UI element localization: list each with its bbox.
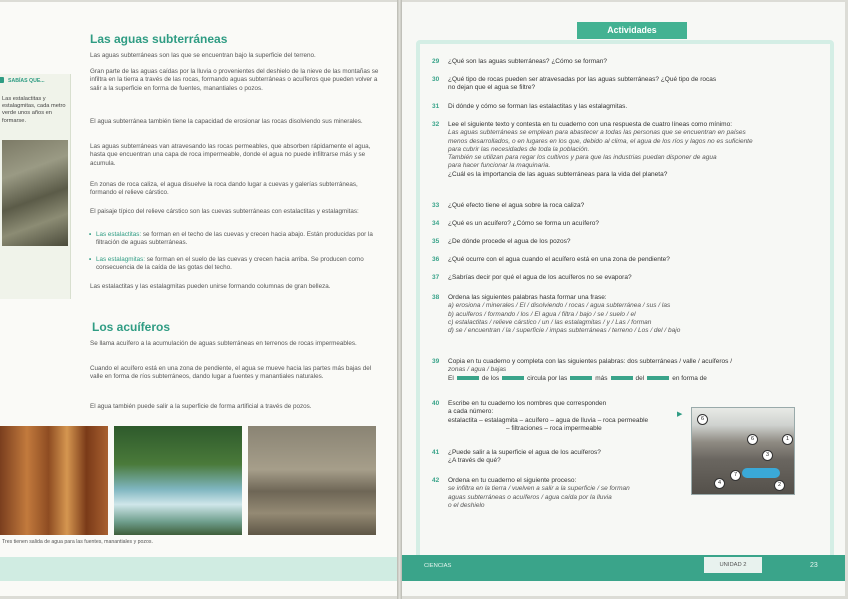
question-number: 34 <box>432 220 440 227</box>
question-number: 29 <box>432 58 440 65</box>
question-text: Ordena las siguientes palabras hasta formar una frase: <box>448 294 607 301</box>
paragraph: Cuando el acuífero está en una zona de pendiente, el agua se mueve hacia las partes más bajas del valle en forma de ríos subterráneos, dando lugar a fuentes y manantiales naturales. <box>90 365 372 381</box>
question-30 <box>432 76 717 93</box>
question-text: ¿De dónde procede el agua de los pozos? <box>448 238 571 245</box>
fill-word: circula por las <box>527 374 568 382</box>
paragraph: En zonas de roca caliza, el agua disuelve la roca dando lugar a cuevas y galerías subterráneas, formando el relieve cárstico. <box>90 181 358 197</box>
question-number: 30 <box>432 76 440 83</box>
blank <box>570 376 592 380</box>
paragraph: Las aguas subterráneas son las que se encuentran bajo la superficie del terreno. <box>90 52 316 59</box>
question-37 <box>432 274 632 282</box>
question-text: ¿Qué tipo de rocas pueden ser atravesadas por las aguas subterráneas? ¿Qué tipo de rocas <box>448 76 717 83</box>
question-40 <box>432 400 649 433</box>
process-text: aguas subterráneas o acuíferos / agua caída por la lluvia <box>448 493 612 501</box>
reading-text: También se utilizan para regar los cultivos y para que las industrias puedan disponer de agua <box>448 154 717 162</box>
paragraph: El agua también puede salir a la superficie de forma artificial a través de pozos. <box>90 403 312 410</box>
question-text: Lee el siguiente texto y contesta en tu cuaderno con una respuesta de cuatro líneas como mínimo: <box>448 121 733 128</box>
question-number: 31 <box>432 103 440 110</box>
reading-text: para cubrir las necesidades de toda la población. <box>448 145 590 153</box>
diagram-label: 4 <box>714 478 725 489</box>
question-text: estalactita – estalagmita – acuífero – agua de lluvia – roca permeable <box>448 416 649 424</box>
reading-text: para hacer funcionar la maquinaria. <box>448 162 551 170</box>
photo-caption: Tres tienen salida de agua para las fuentes, manantiales y pozos. <box>2 539 153 545</box>
fill-word: del <box>635 374 645 382</box>
paragraph: El paisaje típico del relieve cárstico son las cuevas subterráneas con estalactitas y estalagmitas: <box>90 208 359 215</box>
diagram-label: 1 <box>782 434 793 445</box>
question-text: ¿Puede salir a la superficie el agua de los acuíferos? <box>448 449 601 456</box>
question-36 <box>432 256 670 264</box>
question-text: no dejan que el agua se filtre? <box>448 84 536 92</box>
question-text: ¿Qué ocurre con el agua cuando el acuífero está en una zona de pendiente? <box>448 256 670 263</box>
question-number: 32 <box>432 121 440 128</box>
aquifer-water <box>742 468 780 478</box>
reading-text: menos desarrollados, o en lugares en los que, debido al clima, el agua de los ríos y lagos no es suficiente <box>448 137 753 145</box>
question-number: 39 <box>432 358 440 365</box>
question-number: 37 <box>432 274 440 281</box>
blank <box>502 376 524 380</box>
word-list: c) estalactitas / relieve cárstico / un / las estalagmitas / y / Las / forman <box>448 318 652 326</box>
section-title-aguas-subterraneas: Las aguas subterráneas <box>90 32 228 46</box>
left-page <box>0 2 397 596</box>
question-35 <box>432 238 571 246</box>
diagram-label: 3 <box>762 450 773 461</box>
question-text: Escribe en tu cuaderno los nombres que corresponden <box>448 400 607 407</box>
process-text: o el deshielo <box>448 501 485 509</box>
did-you-know-box <box>0 74 71 299</box>
paragraph: Las estalactitas y las estalagmitas pueden unirse formando columnas de gran belleza. <box>90 283 331 290</box>
question-text: Copia en tu cuaderno y completa con las siguientes palabras: dos subterráneas / valle / acuíferos / <box>448 358 732 365</box>
footer-unit: UNIDAD 2 <box>704 557 762 573</box>
blank <box>647 376 669 380</box>
reading-text: Las aguas subterráneas se emplean para abastecer a todas las personas que se encuentran en países <box>448 129 746 137</box>
photo-well <box>248 426 376 535</box>
right-page <box>402 2 845 596</box>
cave-photo <box>2 140 68 246</box>
paragraph: Gran parte de las aguas caídas por la lluvia o provenientes del deshielo de la nieve de las montañas se infiltra en la tierra a través de las rocas, formando aguas subterráneas o acuíferos que pueden volver a salir a la superficie en forma de fuentes, manantiales o pozos. <box>90 68 379 92</box>
word-list: zonas / agua / bajas <box>448 366 507 374</box>
page-number: 23 <box>810 562 818 569</box>
question-number: 42 <box>432 477 440 484</box>
bullet-text: se forman en el techo de las cuevas y crecen hacia abajo. Están producidas por la filtración de aguas subterráneas. <box>96 231 373 247</box>
question-text: ¿Cuál es la importancia de las aguas subterráneas para la vida del planeta? <box>448 170 668 178</box>
aquifer-diagram <box>691 407 795 495</box>
diagram-label: 7 <box>730 470 741 481</box>
question-text: ¿Qué es un acuífero? ¿Cómo se forma un acuífero? <box>448 220 600 227</box>
question-text: ¿Qué son las aguas subterráneas? ¿Cómo se forman? <box>448 58 607 65</box>
word-list: b) acuíferos / formando / los / El agua / filtra / bajo / se / suelo / el <box>448 310 636 318</box>
question-text: ¿Qué efecto tiene el agua sobre la roca caliza? <box>448 202 585 209</box>
photo-spring <box>0 426 108 535</box>
blank <box>611 376 633 380</box>
process-text: se infiltra en la tierra / vuelven a salir a la superficie / se forman <box>448 485 630 493</box>
question-41 <box>432 449 601 466</box>
question-31 <box>432 103 628 111</box>
question-34 <box>432 220 600 228</box>
photo-waterfall <box>114 426 242 535</box>
question-number: 38 <box>432 294 440 301</box>
question-38 <box>432 294 681 335</box>
question-39 <box>432 358 732 383</box>
bullet-term: Las estalagmitas: <box>96 256 146 263</box>
question-text: – filtraciones – roca impermeable <box>506 424 602 432</box>
bullet-dot: • <box>89 231 92 238</box>
paragraph: Las aguas subterráneas van atravesando las rocas permeables, que absorben rápidamente el agua, hasta que encuentran una capa de roca impermeable, donde el agua no puede infiltrarse más y se acumula. <box>90 143 371 167</box>
question-42 <box>432 477 630 510</box>
question-text: ¿Sabrías decir por qué el agua de los acuíferos no se evapora? <box>448 274 632 281</box>
question-text: ¿A través de qué? <box>448 457 501 465</box>
question-number: 36 <box>432 256 440 263</box>
question-number: 40 <box>432 400 440 407</box>
fill-word: de los <box>481 374 500 382</box>
question-33 <box>432 202 585 210</box>
sidebox-title: SABÍAS QUE... <box>8 78 45 84</box>
fill-word: en forma de <box>672 374 707 382</box>
footer-section: CIENCIAS <box>424 563 452 569</box>
question-text: Di dónde y cómo se forman las estalactitas y las estalagmitas. <box>448 103 628 110</box>
question-text: a cada número: <box>448 408 494 416</box>
play-arrow-icon: ▶ <box>677 411 683 418</box>
question-number: 33 <box>432 202 440 209</box>
question-text: Ordena en tu cuaderno el siguiente proceso: <box>448 477 577 484</box>
word-list: d) se / encuentran / la / superficie / impas subterráneas / terreno / Los / del / bajo <box>448 327 681 335</box>
paragraph: Se llama acuífero a la acumulación de aguas subterráneas en terrenos de rocas impermeables. <box>90 340 357 347</box>
section-title-acuiferos: Los acuíferos <box>92 320 171 334</box>
bullet-estalactitas <box>89 231 382 248</box>
diagram-label: 6 <box>747 434 758 445</box>
paragraph: El agua subterránea también tiene la capacidad de erosionar las rocas disolviendo sus minerales. <box>90 118 363 125</box>
bullet-term: Las estalactitas: <box>96 231 142 238</box>
bullet-estalagmitas <box>89 256 382 273</box>
blank <box>457 376 479 380</box>
right-footer <box>402 555 845 581</box>
info-icon <box>0 77 4 83</box>
bullet-dot: • <box>89 256 92 263</box>
bullet-text: se forman en el suelo de las cuevas y crecen hacia arriba. Se producen como consecuencia de la caída de las gotas del techo. <box>96 256 364 272</box>
question-29 <box>432 58 607 66</box>
activities-banner: Actividades <box>577 22 687 39</box>
question-32 <box>432 121 753 179</box>
sidebox-text: Las estalactitas y estalagmitas, cada metro verde unos años en formarse. <box>2 96 66 124</box>
diagram-label: 2 <box>774 480 785 491</box>
diagram-label: 6 <box>697 414 708 425</box>
word-list: a) erosiona / minerales / El / disolviendo / rocas / agua subterránea / sus / las <box>448 302 671 310</box>
fill-word: más <box>595 374 608 382</box>
left-footer-band <box>0 557 397 581</box>
fill-word: El <box>448 374 454 382</box>
question-number: 35 <box>432 238 440 245</box>
question-number: 41 <box>432 449 440 456</box>
fill-in-sentence <box>448 375 732 383</box>
